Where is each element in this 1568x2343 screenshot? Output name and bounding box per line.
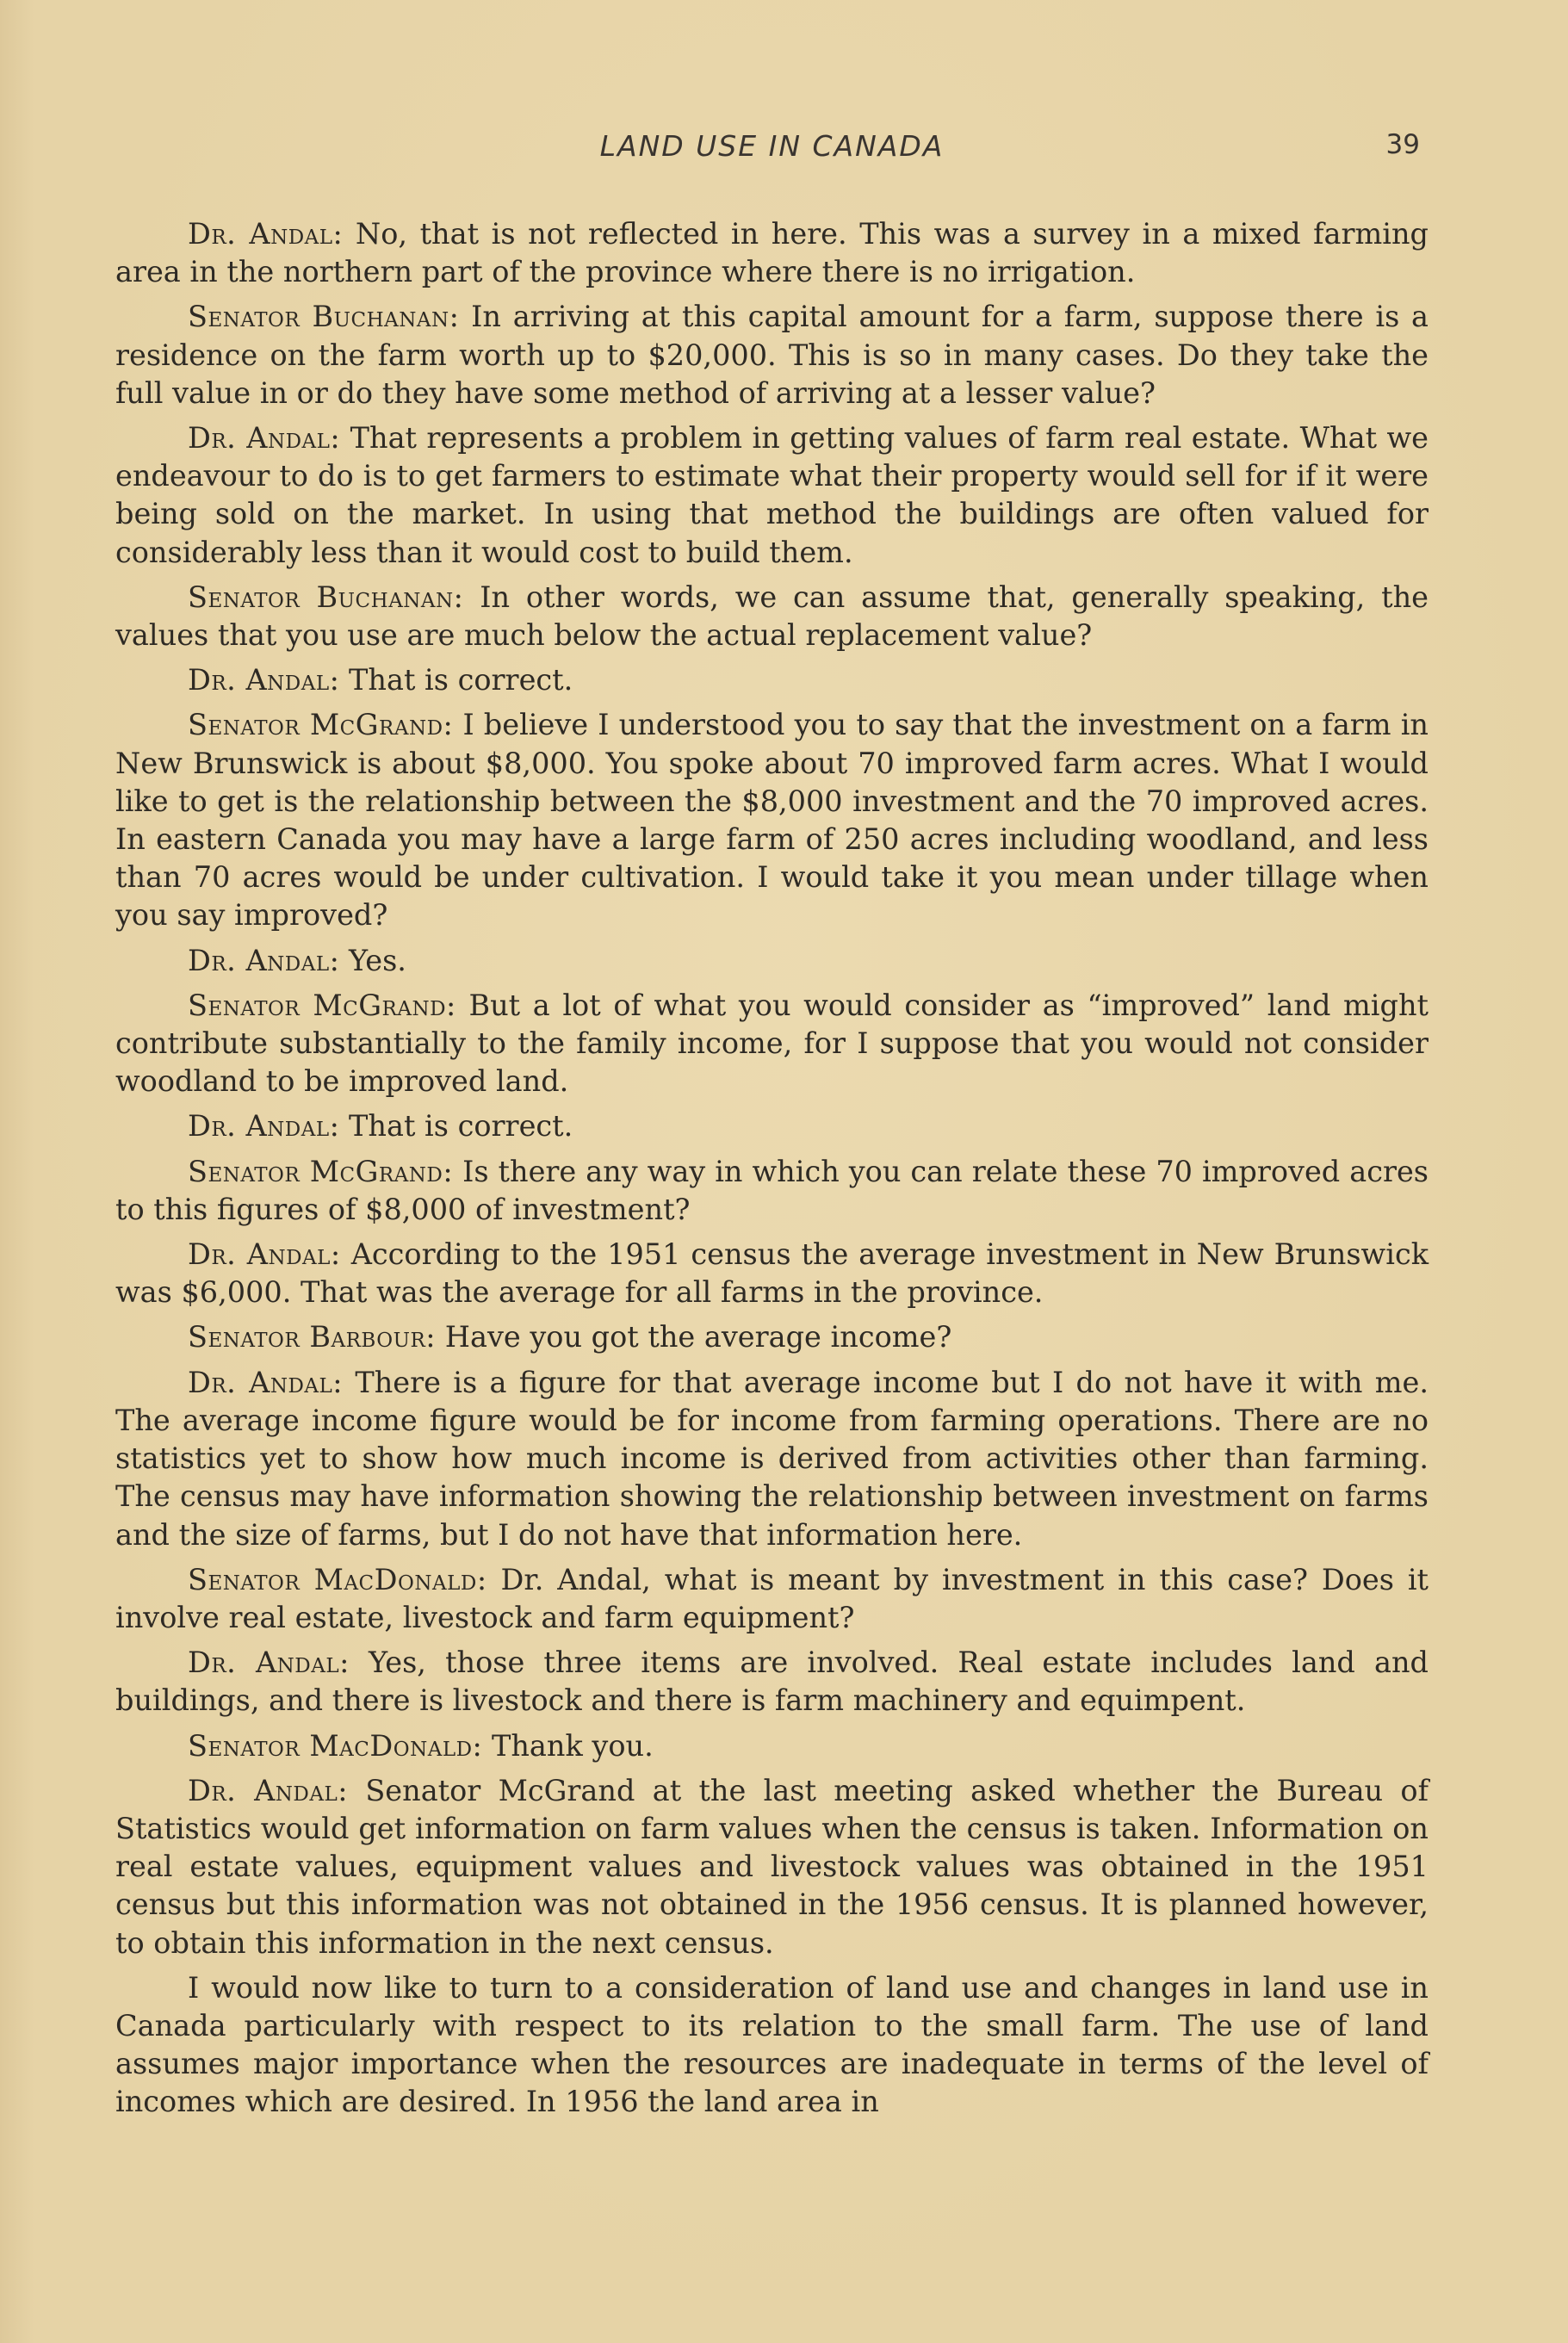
speaker-name: Dr. Andal: — [188, 1109, 340, 1144]
speaker-name: Dr. Andal: — [188, 217, 344, 251]
paragraph-text: That is correct. — [339, 1109, 573, 1144]
paragraph — [115, 1772, 1429, 1962]
speaker-name: Senator Buchanan: — [188, 300, 460, 334]
running-title: LAND USE IN CANADA — [599, 129, 945, 163]
speaker-name: Senator McGrand: — [188, 988, 456, 1022]
speaker-name: Senator McGrand: — [188, 708, 454, 742]
document-page — [115, 129, 1429, 2129]
paragraph — [115, 1644, 1429, 1720]
speaker-name: Dr. Andal: — [188, 1237, 341, 1272]
paragraph-text: That represents a problem in getting values of farm real estate. What we endeavour to do is to get farmers to estimate what their property would sell for if it were being sold on the market. In using that method the buildings are often valued for considerably less than it would cost to build them. — [115, 421, 1429, 569]
running-header — [115, 129, 1429, 181]
paragraph — [115, 579, 1429, 654]
speaker-name: Dr. Andal: — [188, 1646, 350, 1680]
paragraph-text: I would now like to turn to a consideration of land use and changes in land use in Canada particularly with respect to its relation to the small farm. The use of land assumes major importance when the resources are inadequate in terms of the level of incomes which are desired. In 1956 the land area in — [115, 1970, 1429, 2119]
paragraph — [115, 1153, 1429, 1229]
paragraph-text: Is there any way in which you can relate these 70 improved acres to this figures of $8,000 of investment? — [115, 1154, 1429, 1226]
speaker-name: Senator McGrand: — [188, 1154, 454, 1188]
paragraph — [115, 706, 1429, 934]
speaker-name: Dr. Andal: — [188, 1365, 344, 1399]
paragraph-text: In arriving at this capital amount for a farm, suppose there is a residence on the farm worth up to $20,000. This is so in many cases. Do they take the full value in or do they have some method of arriving at a lesser value? — [115, 300, 1429, 410]
speaker-name: Dr. Andal: — [188, 943, 340, 977]
paragraph-text: I believe I understood you to say that the investment on a farm in New Brunswick is about $8,000. You spoke about 70 improved farm acres. What I would like to get is the relationship between the $8,000 investment and the 70 improved acres. In eastern Canada you may have a large farm of 250 acres including woodland, and less than 70 acres would be under cultivation. I would take it you mean under tillage when you say improved? — [115, 708, 1429, 933]
paragraph-text: Thank you. — [482, 1728, 654, 1763]
paragraph-text: According to the 1951 census the average investment in New Brunswick was $6,000. That was the average for all farms in the province. — [115, 1237, 1429, 1310]
paragraph — [115, 987, 1429, 1101]
paragraph — [115, 419, 1429, 572]
paragraph-text: Yes. — [339, 943, 406, 977]
speaker-name: Senator MacDonald: — [188, 1562, 487, 1596]
paragraph — [115, 1727, 1429, 1765]
paragraph — [115, 1561, 1429, 1637]
paragraph-text: No, that is not reflected in here. This was a survey in a mixed farming area in the northern part of the province where there is no irrigation. — [115, 217, 1429, 289]
paragraph-text: There is a figure for that average income but I do not have it with me. The average income figure would be for income from farming operations. There are no statistics yet to show how much income is derived from activities other than farming. The census may have information showing the relationship between investment on farms and the size of farms, but I do not have that information here. — [115, 1365, 1429, 1552]
paragraph — [115, 1364, 1429, 1554]
paragraph — [115, 1969, 1429, 2122]
paragraph — [115, 215, 1429, 291]
page-number: 39 — [1385, 129, 1420, 160]
paragraph-text: In other words, we can assume that, generally speaking, the values that you use are much below the actual replacement value? — [115, 580, 1429, 653]
paragraph-text: Dr. Andal, what is meant by investment in this case? Does it involve real estate, livestock and farm equipment? — [115, 1562, 1429, 1634]
paragraph — [115, 942, 1429, 980]
speaker-name: Senator MacDonald: — [188, 1728, 483, 1763]
speaker-name: Dr. Andal: — [188, 1773, 349, 1807]
paragraph — [115, 1318, 1429, 1356]
speaker-name: Senator Buchanan: — [188, 580, 464, 614]
paragraph — [115, 298, 1429, 412]
paragraph-text: Have you got the average income? — [436, 1320, 952, 1354]
speaker-name: Dr. Andal: — [188, 421, 341, 456]
paragraph-text: Yes, those three items are involved. Real estate includes land and buildings, and there is livestock and there is farm machinery and equimpent. — [115, 1646, 1429, 1718]
speaker-name: Dr. Andal: — [188, 663, 340, 697]
paragraph-text: That is correct. — [339, 663, 573, 697]
paragraph-text: Senator McGrand at the last meeting asked whether the Bureau of Statistics would get information on farm values when the census is taken. Information on real estate values, equipment values and livestock values was obtained in the 1951 census but this information was not obtained in the 1956 census. It is planned however, to obtain this information in the next census. — [115, 1773, 1429, 1960]
speaker-name: Senator Barbour: — [188, 1320, 437, 1354]
paragraph — [115, 1107, 1429, 1145]
paragraph-text: But a lot of what you would consider as “improved” land might contribute substantially to the family income, for I suppose that you would not consider woodland to be improved land. — [115, 988, 1429, 1099]
paragraph — [115, 661, 1429, 699]
paragraph — [115, 1236, 1429, 1311]
